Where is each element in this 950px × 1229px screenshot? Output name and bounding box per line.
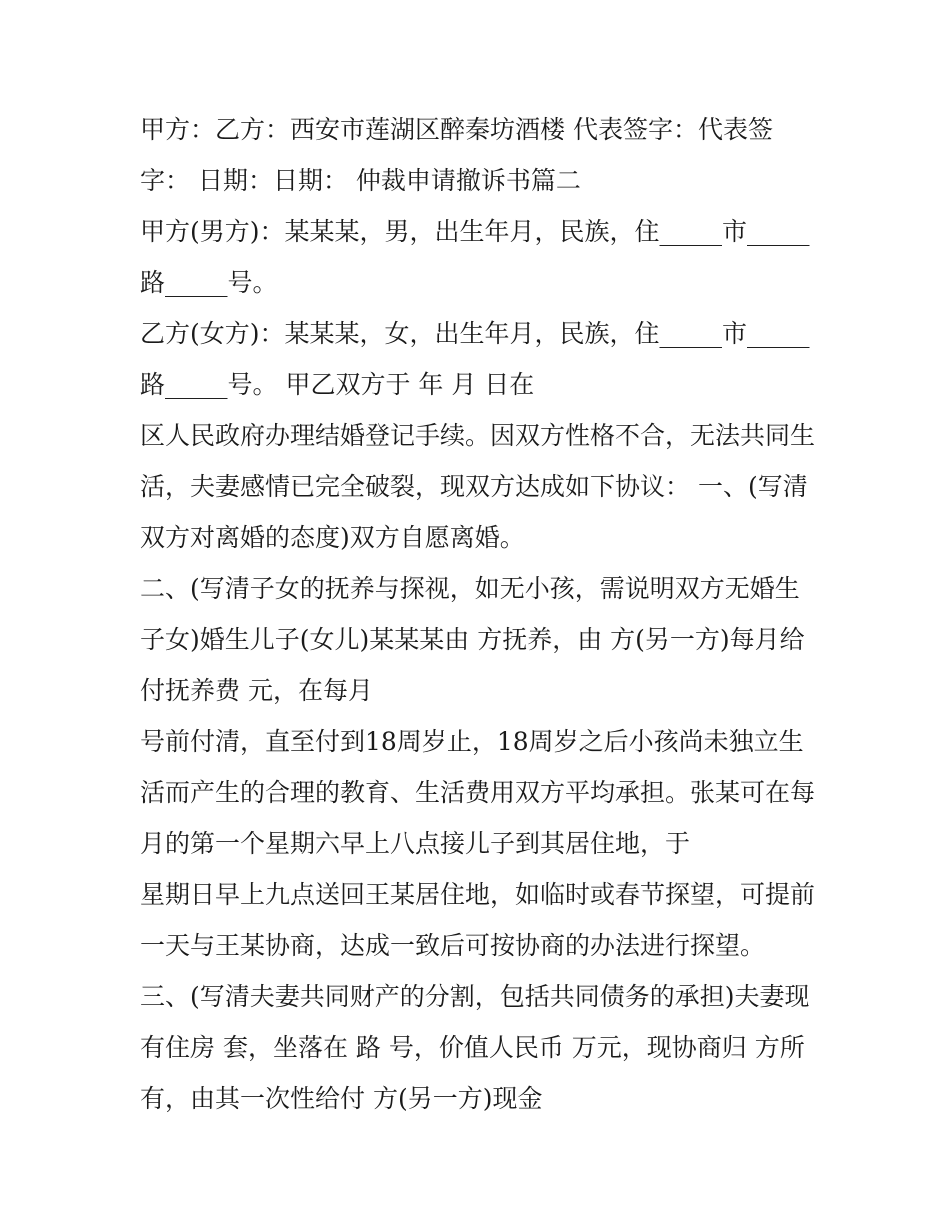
text-line: 双方对离婚的态度)双方自愿离婚。: [140, 523, 525, 552]
text-line: 甲方(男方)：某某某，男，出生年月，民族，住_____市_____: [140, 217, 810, 246]
text-line: 乙方(女方)：某某某，女，出生年月，民族，住_____市_____: [140, 319, 810, 348]
text-line: 一天与王某协商，达成一致后可按协商的办法进行探望。: [140, 931, 766, 960]
text-line: 路_____号。: [140, 268, 278, 297]
text-line: 活而产生的合理的教育、生活费用双方平均承担。张某可在每: [140, 778, 816, 807]
text-line: 区人民政府办理结婚登记手续。因双方性格不合，无法共同生: [140, 421, 816, 450]
text-line: 活，夫妻感情已完全破裂，现双方达成如下协议： 一、(写清: [140, 472, 808, 501]
text-line: 月的第一个星期六早上八点接儿子到其居住地，于: [140, 829, 691, 858]
text-line: 有住房 套，坐落在 路 号，价值人民币 万元，现协商归 方所: [140, 1033, 805, 1062]
text-line: 甲方：乙方：西安市莲湖区醉秦坊酒楼 代表签字：代表签: [140, 115, 773, 144]
text-line: 有，由其一次性给付 方(另一方)现金: [140, 1084, 543, 1113]
text-line: 付抚养费 元，在每月: [140, 676, 373, 705]
text-line: 二、(写清子女的抚养与探视，如无小孩，需说明双方无婚生: [140, 574, 800, 603]
text-line: 星期日早上九点送回王某居住地，如临时或春节探望，可提前: [140, 880, 816, 909]
text-line: 号前付清，直至付到18周岁止，18周岁之后小孩尚未独立生: [140, 727, 804, 756]
text-line: 三、(写清夫妻共同财产的分割，包括共同债务的承担)夫妻现: [140, 982, 810, 1011]
text-line: 子女)婚生儿子(女儿)某某某由 方抚养，由 方(另一方)每月给: [140, 625, 805, 654]
text-line: 路_____号。 甲乙双方于 年 月 日在: [140, 370, 535, 399]
document-body: [140, 104, 830, 1124]
text-line: 字： 日期：日期： 仲裁申请撤诉书篇二: [140, 166, 581, 195]
